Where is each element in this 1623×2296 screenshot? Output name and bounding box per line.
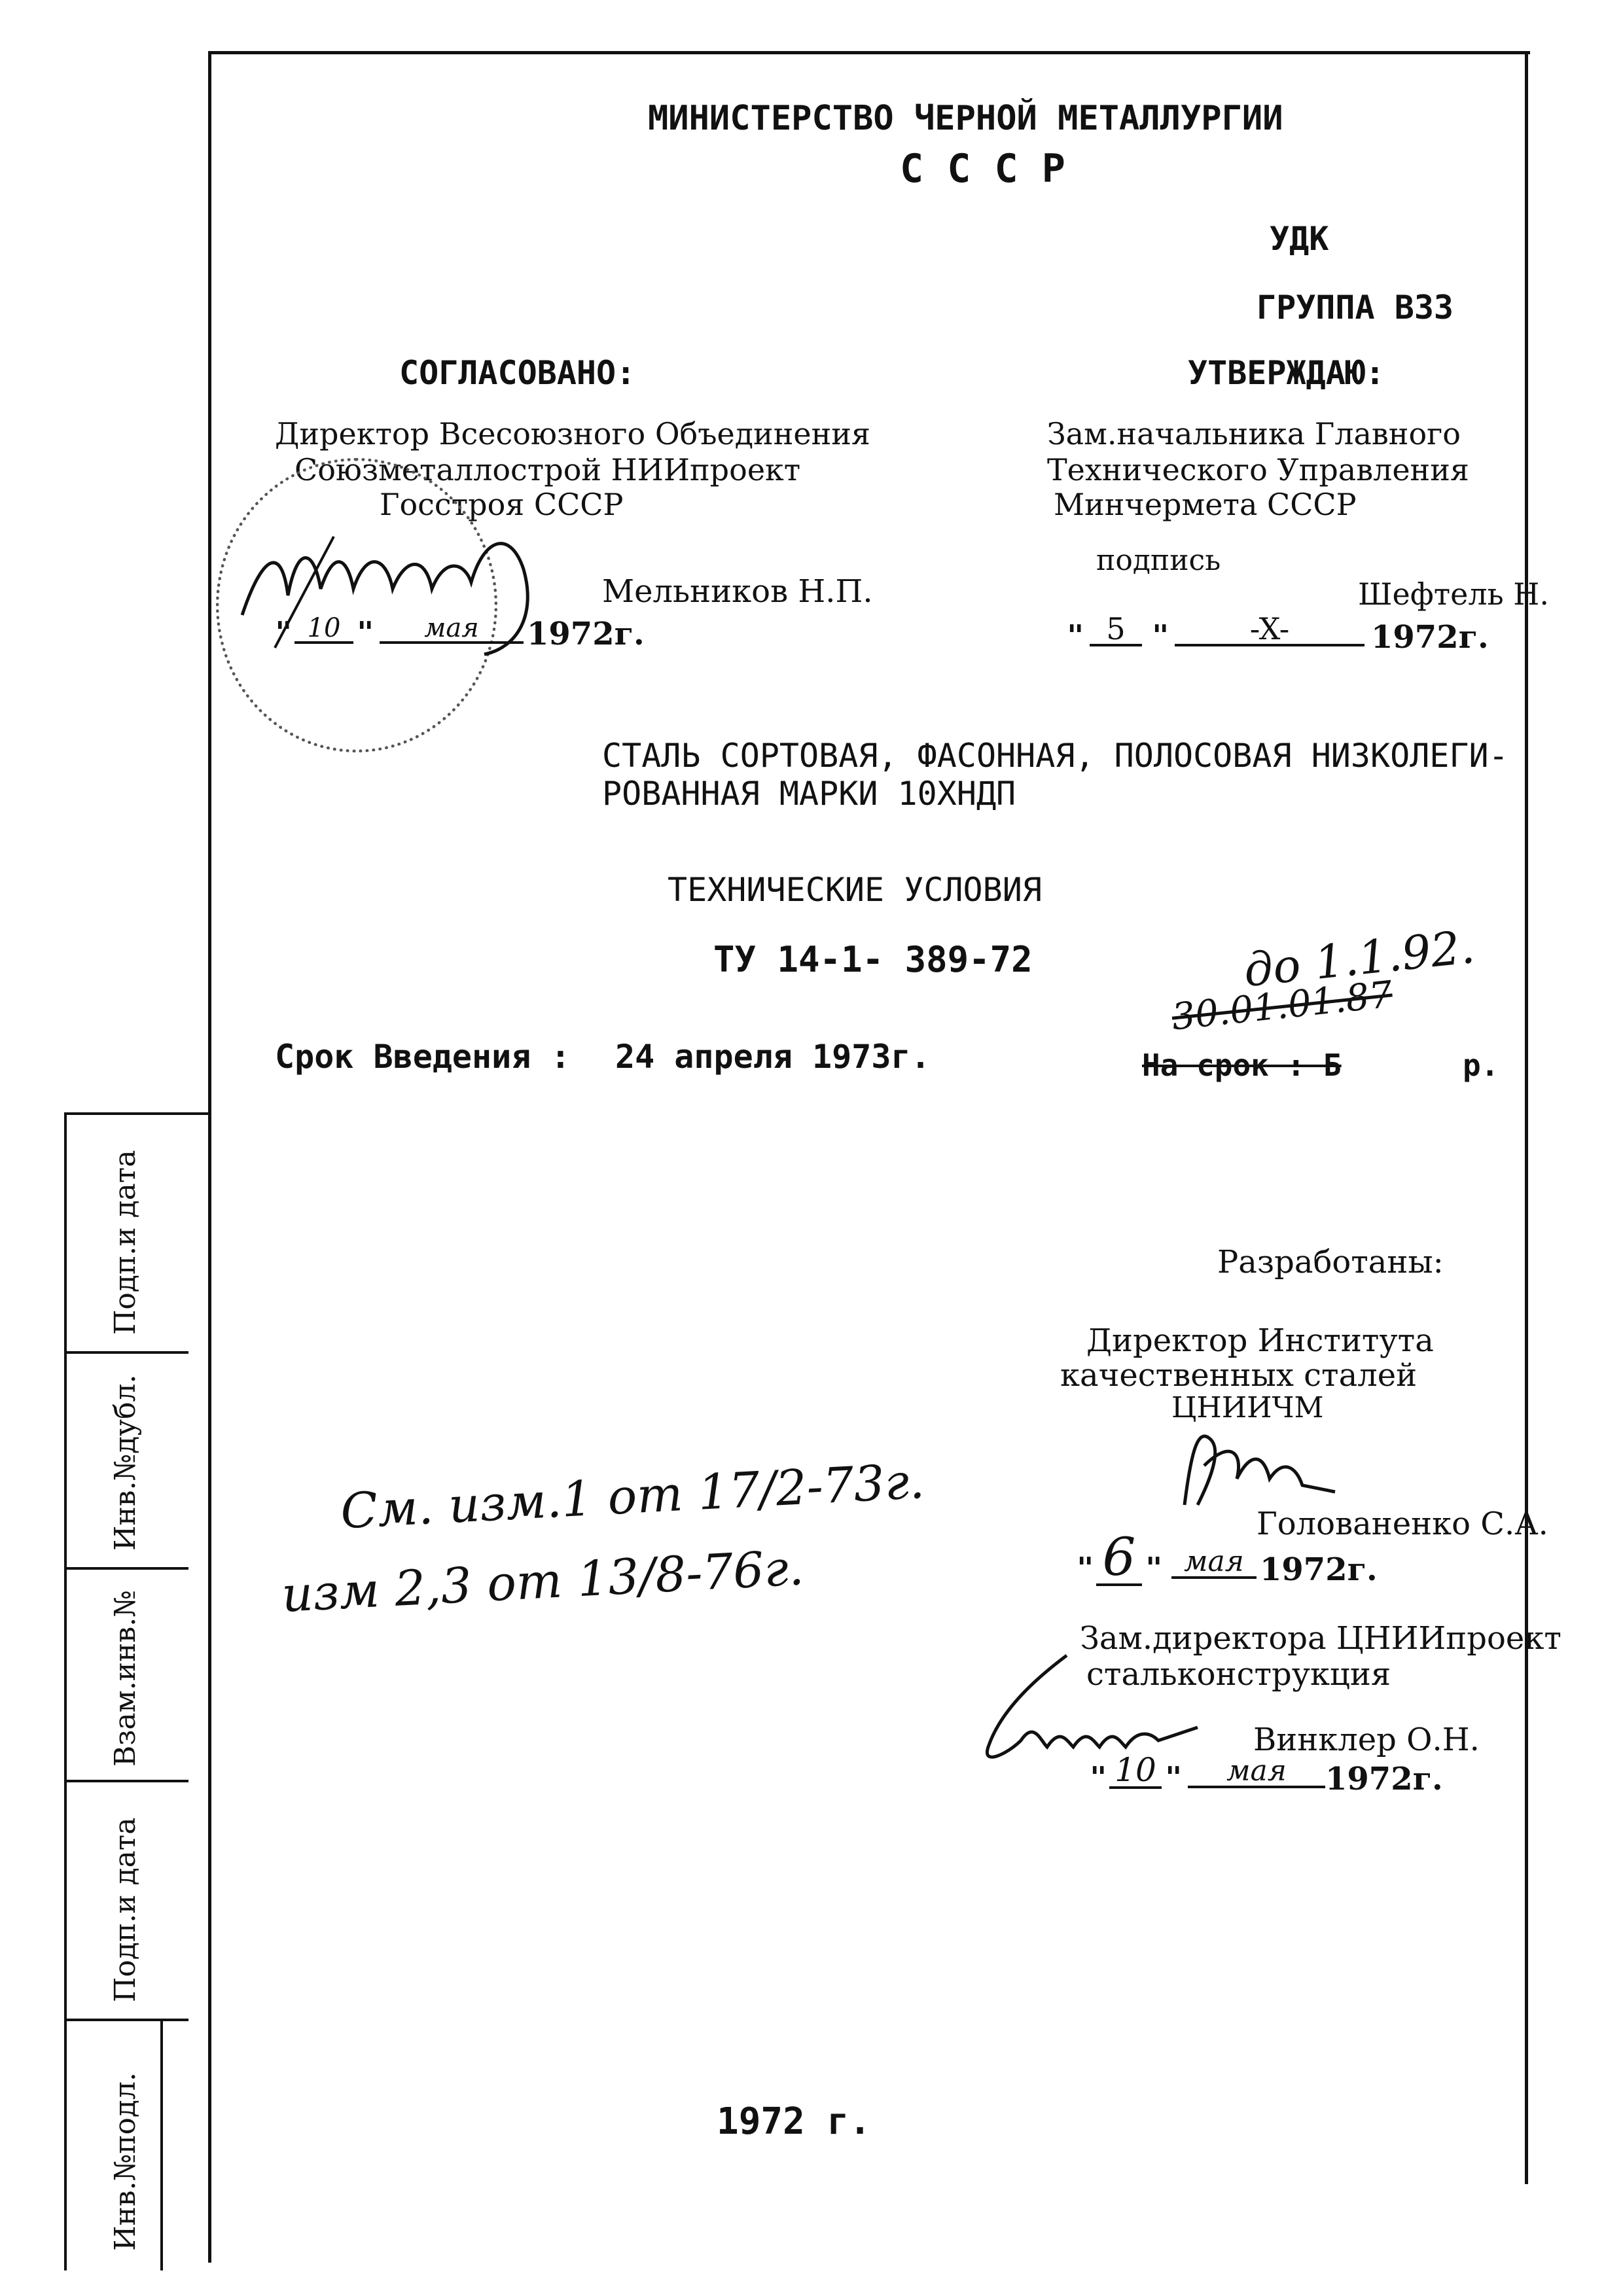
signature-vinkler: [962, 1649, 1250, 1773]
org1-date-close-quote: ": [1145, 1551, 1163, 1585]
agreed-line2: Союзметаллострой НИИпроект: [294, 452, 801, 487]
side-cell-dup-inv: Инв.№дубл.: [109, 1374, 142, 1551]
approved-line2: Технического Управления: [1047, 452, 1469, 487]
validity-term-struck: На срок : Б: [1142, 1048, 1342, 1083]
side-cell-orig-inv: Инв.№подл.: [109, 2072, 142, 2251]
agreed-date-day: 10: [294, 615, 353, 644]
approved-date-month: -X-: [1175, 614, 1364, 646]
validity-handwritten-old: 30.01.01.87: [1169, 973, 1395, 1039]
org1-line1: Директор Института: [1086, 1322, 1434, 1359]
handwritten-note-line2: изм 2,3 от 13/8-76г.: [280, 1540, 806, 1623]
side-cell-replace-inv: Взам.инв.№: [109, 1590, 142, 1767]
agreed-date-open-quote: ": [275, 616, 293, 649]
org1-line2: качественных сталей: [1060, 1357, 1418, 1394]
org1-date-year: 1972г.: [1260, 1551, 1378, 1588]
agreed-name: Мельников Н.П.: [602, 573, 873, 610]
approved-date-year: 1972г.: [1371, 619, 1489, 656]
agreed-date-year: 1972г.: [527, 616, 645, 652]
org2-date-day: 10: [1109, 1754, 1162, 1789]
approved-date-open-quote: ": [1067, 619, 1084, 652]
side-table-rule: [64, 1567, 188, 1570]
approved-line1: Зам.начальника Главного: [1047, 416, 1461, 451]
doc-code: ТУ 14-1- 389-72: [713, 939, 1033, 980]
validity-date: 24 апреля 1973г.: [615, 1038, 931, 1076]
side-table-rule: [64, 1351, 188, 1354]
agreed-line1: Директор Всесоюзного Объединения: [275, 416, 870, 451]
side-table-rule: [64, 2019, 188, 2021]
approved-date-day: 5: [1090, 614, 1142, 646]
approved-heading: УТВЕРЖДАЮ:: [1188, 354, 1385, 392]
org2-line2: стальконструкция: [1086, 1656, 1391, 1693]
signature-golovanenko: [1171, 1413, 1342, 1518]
side-cell-sign-date-1: Подп.и дата: [109, 1150, 142, 1335]
org2-line1: Зам.директора ЦНИИпроект: [1080, 1620, 1561, 1657]
country-title: С С С Р: [900, 146, 1065, 192]
validity-handwritten-new: до 1.1.92.: [1241, 919, 1477, 998]
side-table-bottom-stub: [160, 2019, 163, 2270]
org1-date-month: мая: [1171, 1547, 1257, 1579]
agreed-date-month: мая: [380, 615, 524, 644]
org1-date-open-quote: ": [1077, 1551, 1094, 1585]
agreed-date-close-quote: ": [357, 616, 374, 649]
title-line1: СТАЛЬ СОРТОВАЯ, ФАСОННАЯ, ПОЛОСОВАЯ НИЗКОЛЕГИ-: [602, 737, 1508, 775]
approved-line3: Минчермета СССР: [1054, 487, 1357, 522]
side-table-rule: [64, 1112, 209, 1115]
udk-label: УДК: [1270, 220, 1329, 258]
org1-name: Голованенко С.А.: [1257, 1506, 1548, 1542]
org2-date-close-quote: ": [1165, 1761, 1183, 1794]
org2-date-month: мая: [1188, 1757, 1325, 1788]
frame-left-line: [208, 51, 211, 2263]
validity-label: Срок Введения :: [275, 1038, 571, 1076]
frame-top-line: [208, 51, 1530, 54]
org2-name: Винклер О.Н.: [1253, 1722, 1480, 1758]
org2-date-year: 1972г.: [1325, 1761, 1443, 1797]
side-cell-sign-date-2: Подп.и дата: [109, 1817, 142, 2002]
doc-type: ТЕХНИЧЕСКИЕ УСЛОВИЯ: [668, 871, 1042, 909]
approved-sign-label: подпись: [1096, 544, 1221, 577]
agreed-line3: Госстроя СССР: [380, 487, 624, 522]
handwritten-note-line1: См. изм.1 от 17/2-73г.: [339, 1453, 926, 1540]
developed-heading: Разработаны:: [1217, 1244, 1444, 1280]
org1-line3: ЦНИИЧМ: [1171, 1391, 1324, 1424]
approved-name: Шефтель Н.: [1358, 576, 1550, 612]
org2-date-open-quote: ": [1090, 1761, 1107, 1794]
frame-right-line: [1525, 51, 1528, 2184]
agreed-heading: СОГЛАСОВАНО:: [399, 354, 636, 392]
title-line2: РОВАННАЯ МАРКИ 10ХНДП: [602, 775, 1016, 813]
org1-date-day: 6: [1096, 1531, 1142, 1586]
footer-year: 1972 г.: [717, 2100, 872, 2143]
validity-term-end: р.: [1463, 1048, 1499, 1083]
group-label: ГРУППА В33: [1257, 289, 1454, 327]
approved-date-close-quote: ": [1152, 619, 1169, 652]
side-table-rule: [64, 1780, 188, 1782]
side-table-left-line: [64, 1112, 67, 2270]
ministry-title: МИНИСТЕРСТВО ЧЕРНОЙ МЕТАЛЛУРГИИ: [648, 99, 1283, 138]
